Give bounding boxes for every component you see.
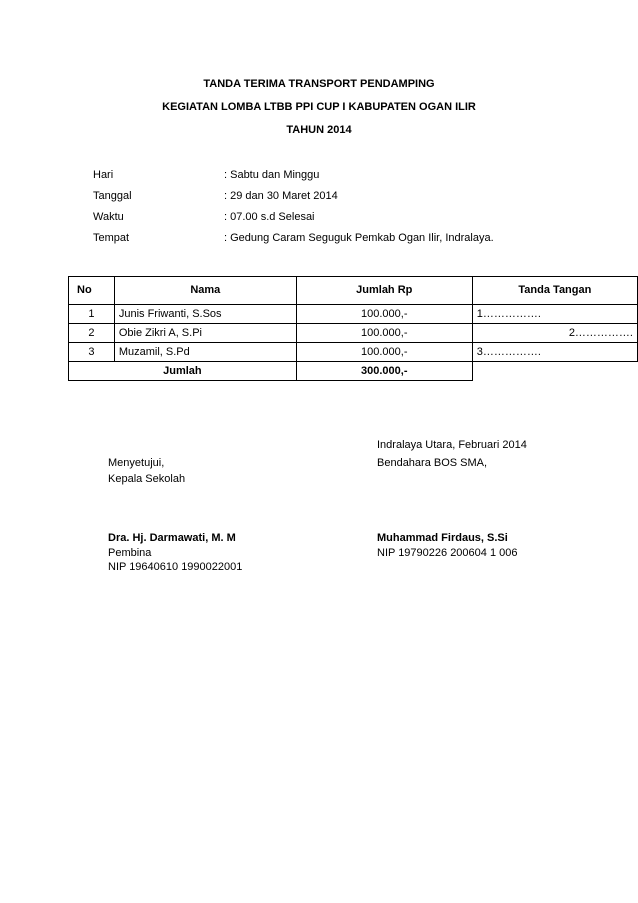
empty-cell	[472, 362, 637, 381]
info-value: : 29 dan 30 Maret 2014	[224, 190, 338, 202]
cell-nama: Obie Zikri A, S.Pi	[114, 324, 296, 343]
table-row	[69, 343, 638, 362]
info-value: : Sabtu dan Minggu	[224, 169, 320, 181]
info-label: Waktu	[93, 211, 124, 223]
right-position: Bendahara BOS SMA,	[377, 457, 488, 469]
table-row	[69, 305, 638, 324]
cell-tanda-tangan: 2…………….	[472, 324, 637, 343]
left-position: Kepala Sekolah	[108, 473, 186, 485]
info-label: Tanggal	[93, 190, 132, 202]
left-signer-name: Dra. Hj. Darmawati, M. M	[108, 532, 236, 544]
table-row	[69, 324, 638, 343]
header-jumlah: Jumlah Rp	[296, 277, 472, 305]
cell-jumlah: 100.000,-	[296, 343, 472, 362]
cell-tanda-tangan: 1…………….	[472, 305, 637, 324]
left-signer-role: Pembina	[108, 547, 152, 559]
cell-jumlah: 100.000,-	[296, 324, 472, 343]
receipt-table	[68, 276, 638, 381]
cell-no: 2	[69, 324, 115, 343]
info-label: Hari	[93, 169, 114, 181]
right-signer-nip: NIP 19790226 200604 1 006	[377, 547, 518, 559]
cell-nama: Muzamil, S.Pd	[114, 343, 296, 362]
cell-jumlah: 100.000,-	[296, 305, 472, 324]
header-nama: Nama	[114, 277, 296, 305]
table-header-row	[69, 277, 638, 305]
cell-tanda-tangan: 3…………….	[472, 343, 637, 362]
cell-no: 1	[69, 305, 115, 324]
header-tanda-tangan: Tanda Tangan	[472, 277, 637, 305]
info-value: : 07.00 s.d Selesai	[224, 211, 315, 223]
total-label: Jumlah	[69, 362, 297, 381]
left-signer-nip: NIP 19640610 1990022001	[108, 561, 243, 573]
total-value: 300.000,-	[296, 362, 472, 381]
left-approval: Menyetujui,	[108, 457, 165, 469]
cell-nama: Junis Friwanti, S.Sos	[114, 305, 296, 324]
doc-year: TAHUN 2014	[286, 124, 352, 136]
info-label: Tempat	[93, 232, 130, 244]
table-total-row	[69, 362, 638, 381]
right-signer-name: Muhammad Firdaus, S.Si	[377, 532, 508, 544]
cell-no: 3	[69, 343, 115, 362]
info-value: : Gedung Caram Seguguk Pemkab Ogan Ilir, Indralaya.	[224, 232, 494, 244]
doc-title: TANDA TERIMA TRANSPORT PENDAMPING	[203, 78, 435, 90]
doc-subtitle: KEGIATAN LOMBA LTBB PPI CUP I KABUPATEN OGAN ILIR	[162, 101, 476, 113]
header-no: No	[69, 277, 115, 305]
place-date: Indralaya Utara, Februari 2014	[377, 439, 527, 451]
